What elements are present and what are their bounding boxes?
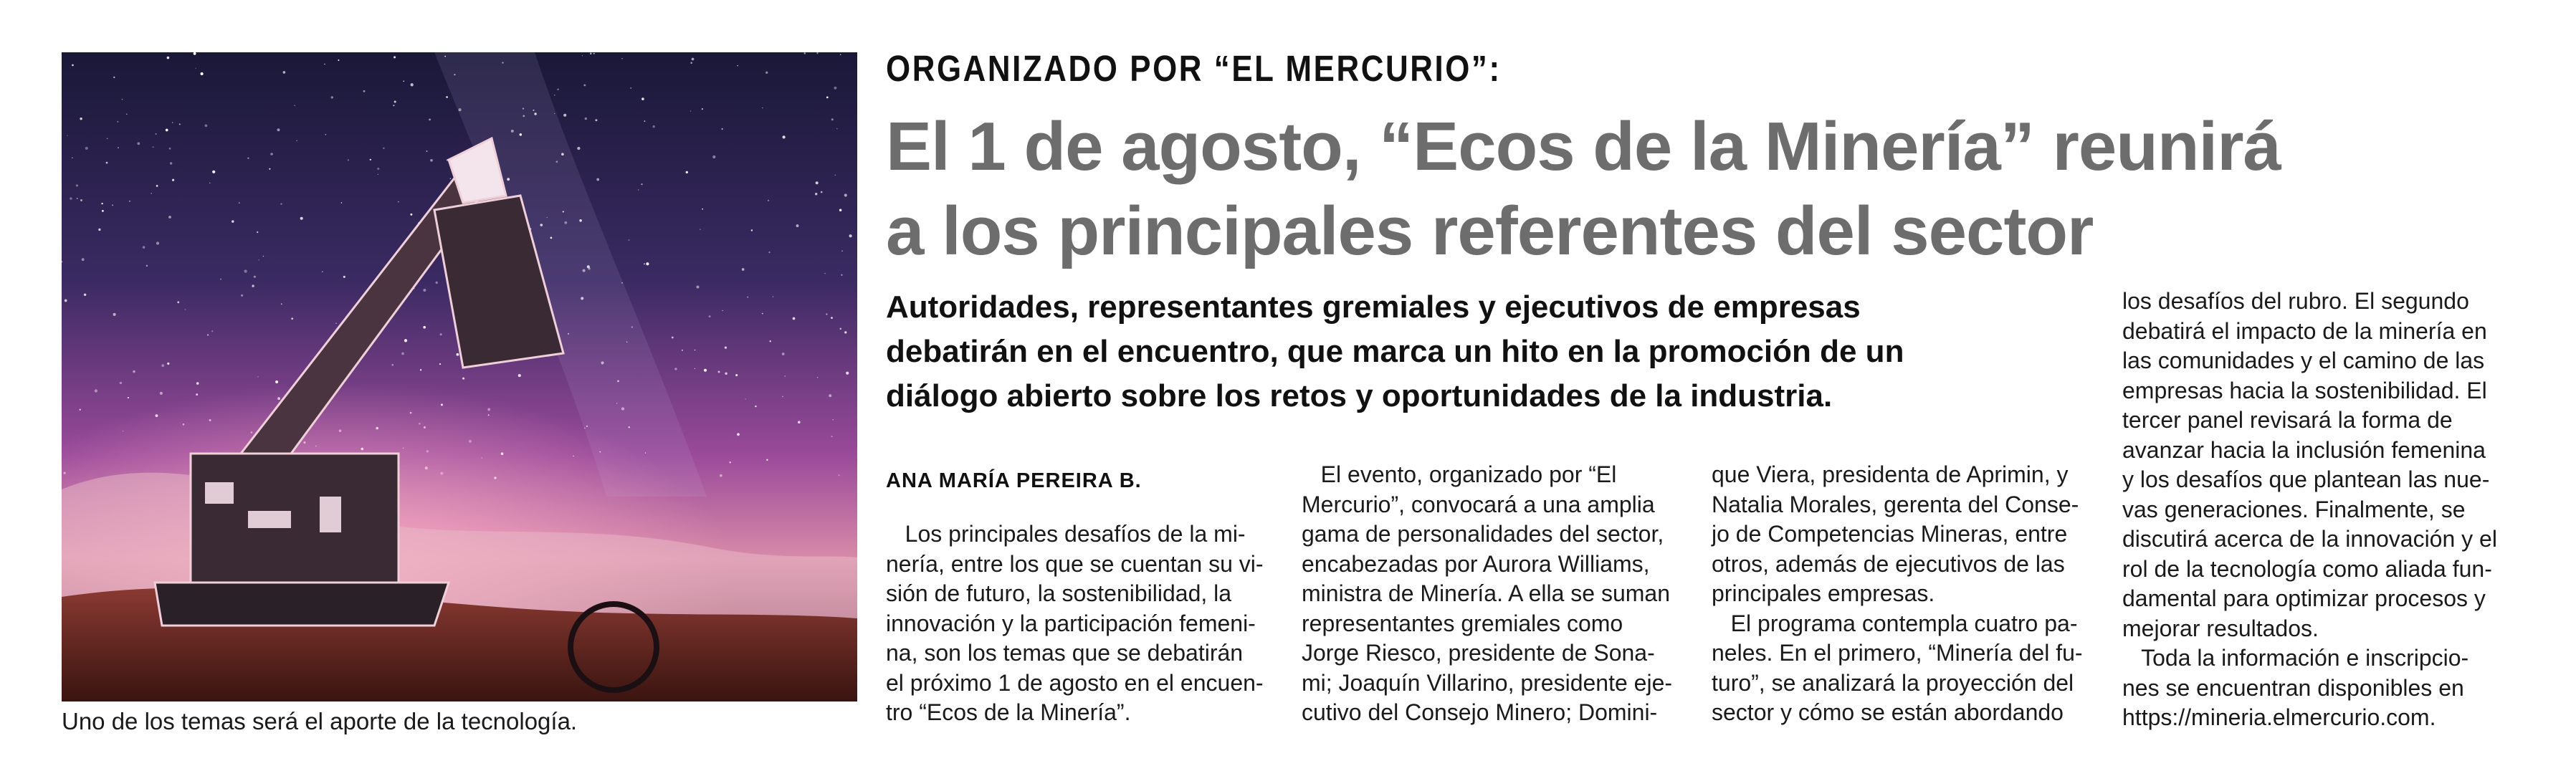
text-line: sector y cómo se están abordando [1712, 699, 2064, 725]
star [747, 297, 748, 298]
star [169, 148, 171, 150]
text-line: mejorar resultados. [2122, 615, 2319, 641]
star [146, 265, 148, 267]
star [534, 112, 536, 115]
star [835, 175, 836, 176]
star [824, 273, 825, 274]
star [270, 153, 273, 155]
text-line: y los desafíos que plantean las nue- [2122, 466, 2490, 492]
text-line: vas generaciones. Finalmente, se [2122, 496, 2466, 522]
star [257, 231, 258, 233]
star [393, 56, 396, 58]
star [751, 229, 753, 231]
article-column-2 [1302, 460, 1672, 728]
text-line: que Viera, presidenta de Aprimin, y [1712, 461, 2069, 487]
text-line: debatirá el impacto de la minería en [2122, 317, 2487, 344]
deck-line: debatirán en el encuentro, que marca un hito en la promoción de un [886, 334, 1904, 369]
headline [886, 105, 2281, 274]
star [156, 185, 158, 187]
star [577, 147, 580, 150]
star [325, 134, 327, 135]
star [98, 229, 100, 231]
text-line: otros, además de ejecutivos de las [1712, 550, 2065, 577]
star [596, 178, 599, 181]
star [652, 125, 654, 128]
star [118, 147, 119, 148]
star [523, 115, 525, 118]
star [423, 289, 426, 292]
star [232, 220, 234, 222]
star [533, 110, 534, 111]
star [841, 274, 842, 276]
star [783, 135, 786, 138]
text-line: El programa contempla cuatro pa- [1712, 610, 2078, 636]
star [277, 128, 280, 131]
headline-line: El 1 de agosto, “Ecos de la Minería” reunirá [886, 108, 2281, 185]
star [247, 158, 249, 159]
star [126, 113, 128, 115]
star [641, 183, 642, 185]
text-line: empresas hacia la sostenibilidad. El [2122, 377, 2487, 403]
star [583, 269, 586, 272]
star [220, 279, 221, 280]
star [363, 90, 366, 92]
star [156, 241, 159, 244]
star [82, 258, 85, 261]
text-line: las comunidades y el camino de las [2122, 348, 2485, 373]
star [540, 224, 543, 226]
star [839, 209, 842, 212]
star [696, 285, 699, 288]
star [821, 191, 823, 193]
star [195, 68, 196, 69]
star [692, 58, 695, 61]
star [137, 143, 140, 145]
star [644, 263, 645, 264]
star [348, 159, 349, 161]
star [341, 202, 342, 203]
star [621, 282, 623, 284]
star [201, 72, 204, 75]
text-line: Los principales desafíos de la mi- [886, 521, 1246, 547]
star [393, 105, 394, 106]
star [690, 62, 692, 64]
star [644, 120, 646, 122]
star [205, 124, 208, 127]
star [459, 108, 462, 111]
star [454, 74, 455, 75]
text-line: damental para optimizar procesos y [2122, 585, 2486, 611]
star [742, 268, 745, 271]
star [561, 153, 564, 155]
star [72, 157, 73, 158]
star [76, 184, 78, 186]
star [166, 129, 168, 132]
star [554, 113, 555, 114]
star [721, 128, 722, 130]
star [768, 200, 769, 201]
star [258, 259, 259, 260]
star [331, 96, 333, 98]
star [101, 203, 102, 204]
star [834, 87, 836, 90]
star [338, 59, 339, 61]
text-line: Toda la información e inscripcio- [2122, 645, 2469, 671]
star [112, 204, 113, 206]
star [212, 171, 215, 173]
star [102, 210, 104, 212]
star [582, 55, 583, 56]
star [172, 122, 173, 123]
text-line: el próximo 1 de agosto en el encuen- [886, 669, 1264, 696]
star [170, 162, 172, 164]
star [564, 221, 567, 224]
star [343, 276, 345, 278]
text-line: El evento, organizado por “El [1302, 461, 1617, 487]
star [179, 123, 181, 125]
star [507, 178, 510, 181]
star [426, 150, 428, 152]
text-line: nería, entre los que se cuentan su vi- [886, 550, 1264, 577]
star [585, 118, 587, 120]
star [410, 214, 412, 216]
text-line: tercer panel revisará la forma de [2122, 407, 2453, 433]
star [628, 239, 629, 241]
star [167, 57, 170, 59]
star [588, 267, 591, 269]
star [398, 201, 399, 203]
article-column-4 [2122, 287, 2497, 733]
text-line: innovación y la participación femeni- [886, 610, 1256, 636]
star [151, 193, 152, 194]
star [106, 162, 108, 164]
star [172, 179, 174, 181]
star [370, 159, 371, 161]
star [429, 119, 431, 121]
star [796, 224, 799, 227]
star [80, 199, 82, 201]
star [690, 110, 692, 112]
star [831, 118, 834, 120]
star [849, 234, 851, 237]
star [816, 52, 818, 54]
star [450, 178, 451, 179]
star [712, 155, 715, 158]
article-column-3 [1712, 460, 2083, 728]
star [563, 211, 564, 212]
star [511, 130, 514, 133]
star [269, 168, 270, 170]
star [446, 96, 448, 98]
star [143, 246, 146, 249]
text-line: sión de futuro, la sostenibilidad, la [886, 580, 1232, 606]
star [84, 294, 86, 296]
deck-line: diálogo abierto sobre los retos y oportunidades de la industria. [886, 378, 1833, 413]
star [593, 53, 595, 54]
star [826, 97, 829, 99]
text-line: Mercurio”, convocará a una amplia [1302, 491, 1655, 517]
text-line: Natalia Morales, gerenta del Conse- [1712, 491, 2079, 517]
star [296, 140, 297, 141]
text-line: Jorge Riesco, presidente de Sona- [1302, 640, 1655, 666]
star [621, 58, 623, 59]
article-column-1 [886, 519, 1264, 728]
star [411, 83, 414, 86]
text-line: representantes gremiales como [1302, 610, 1623, 636]
star [241, 294, 243, 297]
star [70, 197, 72, 199]
text-line: discutirá acerca de la innovación y el [2122, 526, 2497, 552]
star [252, 284, 254, 287]
star [263, 256, 264, 257]
star [85, 147, 88, 150]
byline: ANA MARÍA PEREIRA B. [886, 469, 1142, 492]
star [768, 252, 770, 253]
star [430, 159, 433, 162]
text-line: encabezadas por Aurora Williams, [1302, 550, 1650, 577]
star [502, 62, 503, 63]
text-line: ministra de Minería. A ella se suman [1302, 580, 1671, 606]
star [294, 105, 295, 106]
star [254, 276, 256, 278]
article-photo [62, 52, 857, 701]
star [322, 271, 323, 272]
star [156, 133, 157, 135]
star [383, 148, 384, 149]
star [547, 217, 548, 218]
star [283, 71, 286, 74]
star [686, 171, 688, 173]
text-line: nes se encuentran disponibles en [2122, 674, 2464, 701]
star [239, 202, 240, 203]
star [394, 100, 396, 102]
text-line: mi; Joaquín Villarino, presidente eje- [1302, 669, 1673, 696]
kicker: ORGANIZADO POR “EL MERCURIO”: [886, 48, 1502, 89]
text-line: gama de personalidades del sector, [1302, 521, 1664, 547]
text-line: principales empresas. [1712, 580, 1935, 606]
star [244, 269, 247, 272]
deck-line: Autoridades, representantes gremiales y ejecutivos de empresas [886, 289, 1861, 325]
star [107, 138, 108, 140]
star [638, 189, 639, 190]
text-line: neles. En el primero, “Minería del fu- [1712, 640, 2083, 666]
text-line: cutivo del Consejo Minero; Domini- [1302, 699, 1658, 725]
star [436, 282, 438, 284]
star [168, 216, 171, 219]
text-line: rol de la tecnología como aliada fun- [2122, 555, 2492, 582]
star [590, 52, 592, 54]
star [153, 146, 154, 148]
star [72, 64, 74, 67]
mining-shovel-night-photo [62, 52, 857, 701]
star [523, 107, 524, 109]
star [840, 54, 841, 55]
star [804, 52, 806, 54]
star [816, 181, 819, 184]
star [579, 219, 582, 222]
star [77, 198, 78, 199]
star [444, 56, 446, 57]
photo-caption: Uno de los temas será el aporte de la tecnología. [62, 708, 578, 734]
star [765, 72, 768, 74]
star [737, 65, 738, 66]
star [403, 81, 404, 82]
star [702, 108, 703, 110]
star [129, 201, 130, 202]
star [841, 251, 842, 252]
text-line: jo de Competencias Mineras, entre [1712, 521, 2068, 547]
star [122, 99, 123, 100]
star [641, 97, 644, 100]
star [113, 77, 115, 78]
star [550, 237, 553, 239]
star [646, 262, 649, 265]
star [118, 121, 119, 123]
star [836, 128, 838, 130]
star [177, 301, 179, 303]
star [595, 119, 597, 121]
star [65, 300, 67, 302]
star [815, 193, 817, 195]
star [280, 203, 282, 204]
star [377, 168, 379, 170]
star [844, 193, 847, 196]
text-line: avanzar hacia la inclusión femenina [2122, 436, 2486, 463]
star [581, 297, 583, 300]
star [80, 118, 82, 120]
text-line: los desafíos del rubro. El segundo [2122, 288, 2469, 314]
star [702, 209, 703, 210]
star [762, 107, 763, 109]
text-line: tro “Ecos de la Minería”. [886, 699, 1131, 725]
star [563, 114, 566, 117]
star [520, 133, 522, 135]
star [557, 89, 559, 91]
star [300, 217, 303, 220]
star [556, 161, 558, 163]
text-line: na, son los temas que se debatirán [886, 640, 1244, 666]
text-line: turo”, se analizará la proyección del [1712, 669, 2074, 696]
star [194, 52, 196, 55]
star [583, 85, 586, 87]
text-line: https://mineria.elmercurio.com. [2122, 704, 2436, 730]
deck-subheading [886, 285, 2061, 418]
headline-line: a los principales referentes del sector [886, 193, 2094, 269]
